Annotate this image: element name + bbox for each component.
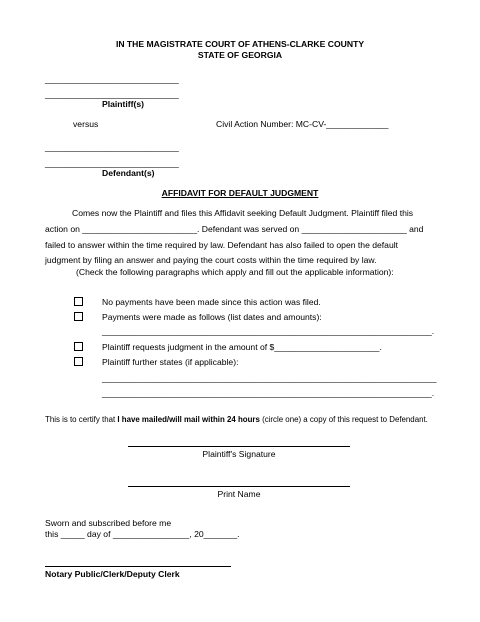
body-line-3: failed to answer within the time required by law. Defendant has also failed to open the default — [45, 240, 399, 250]
no-payments-label: No payments have been made since this action was filed. — [102, 297, 321, 307]
body-line-4: judgment by filing an answer and paying the court costs within the time required by law. — [45, 255, 377, 265]
print-name-label: Print Name — [217, 489, 261, 499]
state-heading: STATE OF GEORGIA — [197, 50, 283, 60]
further-states-label: Plaintiff further states (if applicable): — [102, 357, 239, 367]
payments-made-checkbox[interactable] — [74, 312, 83, 321]
further-states-checkbox[interactable] — [74, 357, 83, 366]
defendant-name-blank-1[interactable]: ____________________________ — [45, 142, 179, 152]
body-line-1: Comes now the Plaintiff and files this Affidavit seeking Default Judgment. Plaintiff filed this — [72, 208, 414, 218]
body-line-2[interactable]: action on ________________________. Defendant was served on ______________________ and — [45, 224, 424, 234]
notary-signature-line[interactable] — [45, 566, 231, 567]
court-heading: IN THE MAGISTRATE COURT OF ATHENS-CLARKE COUNTY — [115, 39, 365, 49]
plaintiff-name-blank-2[interactable]: ____________________________ — [45, 89, 179, 99]
instruction-text: (Check the following paragraphs which apply and fill out the applicable information): — [76, 267, 394, 277]
requests-judgment-checkbox[interactable] — [74, 342, 83, 351]
print-name-line[interactable] — [128, 486, 350, 487]
defendant-name-blank-2[interactable]: ____________________________ — [45, 158, 179, 168]
defendant-label: Defendant(s) — [102, 168, 155, 178]
versus-text: versus — [73, 119, 99, 129]
plaintiff-signature-label: Plaintiff's Signature — [202, 449, 276, 459]
document-title: AFFIDAVIT FOR DEFAULT JUDGMENT — [161, 188, 319, 198]
signature-line[interactable] — [128, 446, 350, 447]
certify-mail-option[interactable]: I have mailed/will mail within 24 hours — [117, 415, 260, 424]
payments-made-label: Payments were made as follows (list dates and amounts): — [102, 312, 322, 322]
notary-title: Notary Public/Clerk/Deputy Clerk — [45, 569, 180, 579]
sworn-text: Sworn and subscribed before me — [45, 518, 172, 528]
certify-pre: This is to certify that — [45, 415, 118, 424]
plaintiff-label: Plaintiff(s) — [102, 99, 145, 109]
payments-details-line[interactable]: _____________________________________________________________________. — [102, 326, 435, 336]
certify-statement — [45, 416, 428, 424]
no-payments-checkbox[interactable] — [74, 297, 83, 306]
certify-post: (circle one) a copy of this request to Defendant. — [259, 415, 428, 424]
plaintiff-name-blank-1[interactable]: ____________________________ — [45, 74, 179, 84]
further-states-line-2[interactable]: _____________________________________________________________________. — [102, 388, 435, 398]
requests-judgment-label[interactable]: Plaintiff requests judgment in the amount of $______________________. — [102, 342, 382, 352]
civil-action-number-field[interactable]: Civil Action Number: MC-CV-_____________ — [216, 119, 389, 129]
further-states-line-1[interactable]: ______________________________________________________________________ — [102, 373, 437, 383]
sworn-date-line[interactable]: this _____ day of ________________, 20_______. — [45, 529, 240, 539]
